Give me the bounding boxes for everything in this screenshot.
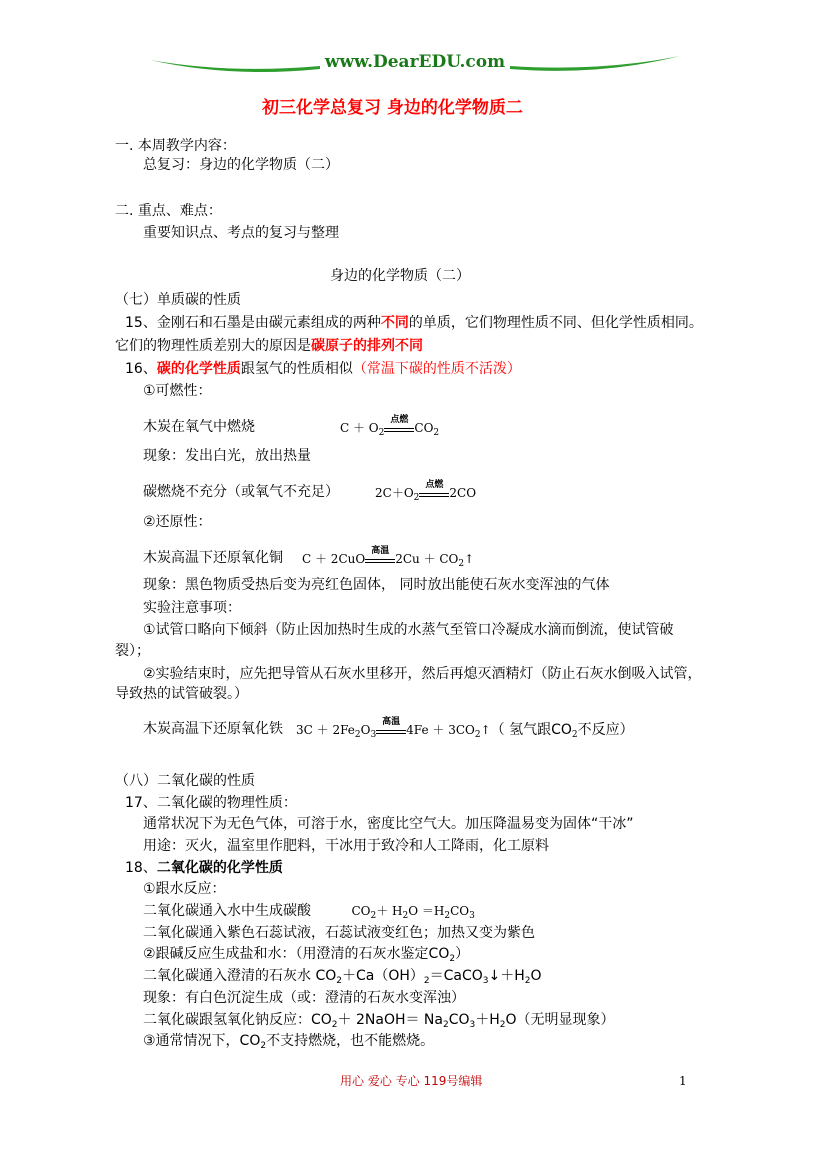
paragraph-18: 18、二氧化碳的化学性质 — [125, 860, 283, 876]
equation: $3C + 2Fe_2O_3$ 高温 $4Fe + 3CO_2↑$（ 氢气跟$CO_2$不反应） — [296, 716, 634, 740]
item-heading: ②跟碱反应生成盐和水：（用澄清的石灰水鉴定$CO_2$） — [143, 946, 470, 964]
item-heading: ①可燃性： — [143, 383, 212, 399]
paragraph-body: ③通常情况下，$CO_2$不支持燃烧，也不能燃烧。 — [143, 1033, 435, 1051]
note: 裂）； — [115, 643, 150, 659]
note: ①试管口略向下倾斜（防止因加热时生成的水蒸气至管口冷凝成水滴而倒流，使试管破 — [143, 622, 674, 638]
subsection-heading: （七）单质碳的性质 — [115, 292, 241, 308]
reaction-condition: 点燃 — [384, 426, 414, 432]
highlight-text: 碳原子的排列不同 — [311, 338, 423, 354]
equation: $CO_2+ H_2O =H_2CO_3$ — [351, 904, 475, 921]
document-title: 初三化学总复习 身边的化学物质二 — [262, 98, 523, 118]
paragraph-17: 17、二氧化碳的物理性质： — [125, 795, 297, 811]
reaction-label: 木炭高温下还原氧化铁 — [143, 721, 283, 737]
subsection-heading: （八）二氧化碳的性质 — [115, 773, 255, 789]
reaction-condition: 高温 — [376, 728, 406, 734]
paragraph-16: 16、碳的化学性质跟氢气的性质相似（常温下碳的性质不活泼） — [125, 361, 521, 377]
equation: C ＋ 2CuO 高温 $2Cu + CO_2↑$ — [302, 545, 475, 569]
section-heading: 一. 本周教学内容： — [115, 138, 236, 154]
item-heading: ①跟水反应： — [143, 881, 226, 897]
paragraph-body: 二氧化碳通入紫色石蕊试液，石蕊试液变红色；加热又变为紫色 — [143, 925, 535, 941]
footer-text: 用心 爱心 专心 119号编辑 — [340, 1074, 483, 1088]
subtitle: 身边的化学物质（二） — [330, 268, 470, 284]
phenomenon: 现象：有白色沉淀生成（或：澄清的石灰水变浑浊） — [143, 990, 465, 1006]
phenomenon: 现象：黑色物质受热后变为亮红色固体， 同时放出能使石灰水变浑浊的气体 — [143, 577, 610, 593]
site-logo — [150, 48, 680, 80]
logo-text: www.DearEDU.com — [324, 52, 506, 72]
item-heading: 实验注意事项： — [143, 600, 241, 616]
equation: $2C+O_2$ 点燃 2CO — [375, 479, 477, 503]
reaction-label: 碳燃烧不充分（或氧气不充足） — [143, 484, 339, 500]
highlight-text: 碳的化学性质 — [156, 361, 241, 377]
reaction-line: 二氧化碳通入澄清的石灰水 $CO_2+Ca(OH)_2=CaCO_3↓+H_2O$ — [143, 968, 542, 986]
paragraph-body: 用途：灭火，温室里作肥料，干冰用于致冷和人工降雨，化工原料 — [143, 838, 549, 854]
section-heading: 二. 重点、难点： — [115, 203, 222, 219]
item-heading: ②还原性： — [143, 514, 212, 530]
page-number: 1 — [679, 1074, 687, 1088]
paragraph-15-cont: 它们的物理性质差别大的原因是碳原子的排列不同 — [115, 338, 423, 354]
note: 导致热的试管破裂。） — [115, 686, 248, 702]
highlight-text: （常温下碳的性质不活泼） — [352, 361, 521, 377]
equation: $C + O_2$ 点燃 $CO_2$ — [340, 414, 440, 438]
reaction-line: 二氧化碳跟氢氧化钠反应：$CO_2+$ 2NaOH＝ $Na_2CO_3+H_2O$（无明显现象） — [143, 1012, 615, 1030]
reaction-line: 二氧化碳通入水中生成碳酸 $CO_2+ H_2O =H_2CO_3$ — [143, 903, 475, 921]
section-body: 重要知识点、考点的复习与整理 — [143, 225, 339, 241]
paragraph-body: 通常状况下为无色气体，可溶于水，密度比空气大。加压降温易变为固体“干冰” — [143, 816, 634, 832]
reaction-label: 木炭高温下还原氧化铜 — [143, 550, 283, 566]
phenomenon: 现象：发出白光，放出热量 — [143, 448, 311, 464]
reaction-label: 木炭在氧气中燃烧 — [143, 419, 255, 435]
reaction-condition: 高温 — [365, 557, 395, 563]
reaction-condition: 点燃 — [419, 491, 449, 497]
paragraph-15: 15、金刚石和石墨是由碳元素组成的两种不同的单质，它们物理性质不同、但化学性质相同。 — [125, 315, 703, 331]
note: ②实验结束时，应先把导管从石灰水里移开，然后再熄灭酒精灯（防止石灰水倒吸入试管， — [143, 666, 702, 682]
highlight-text: 不同 — [380, 315, 409, 331]
section-body: 总复习：身边的化学物质（二） — [143, 157, 339, 173]
